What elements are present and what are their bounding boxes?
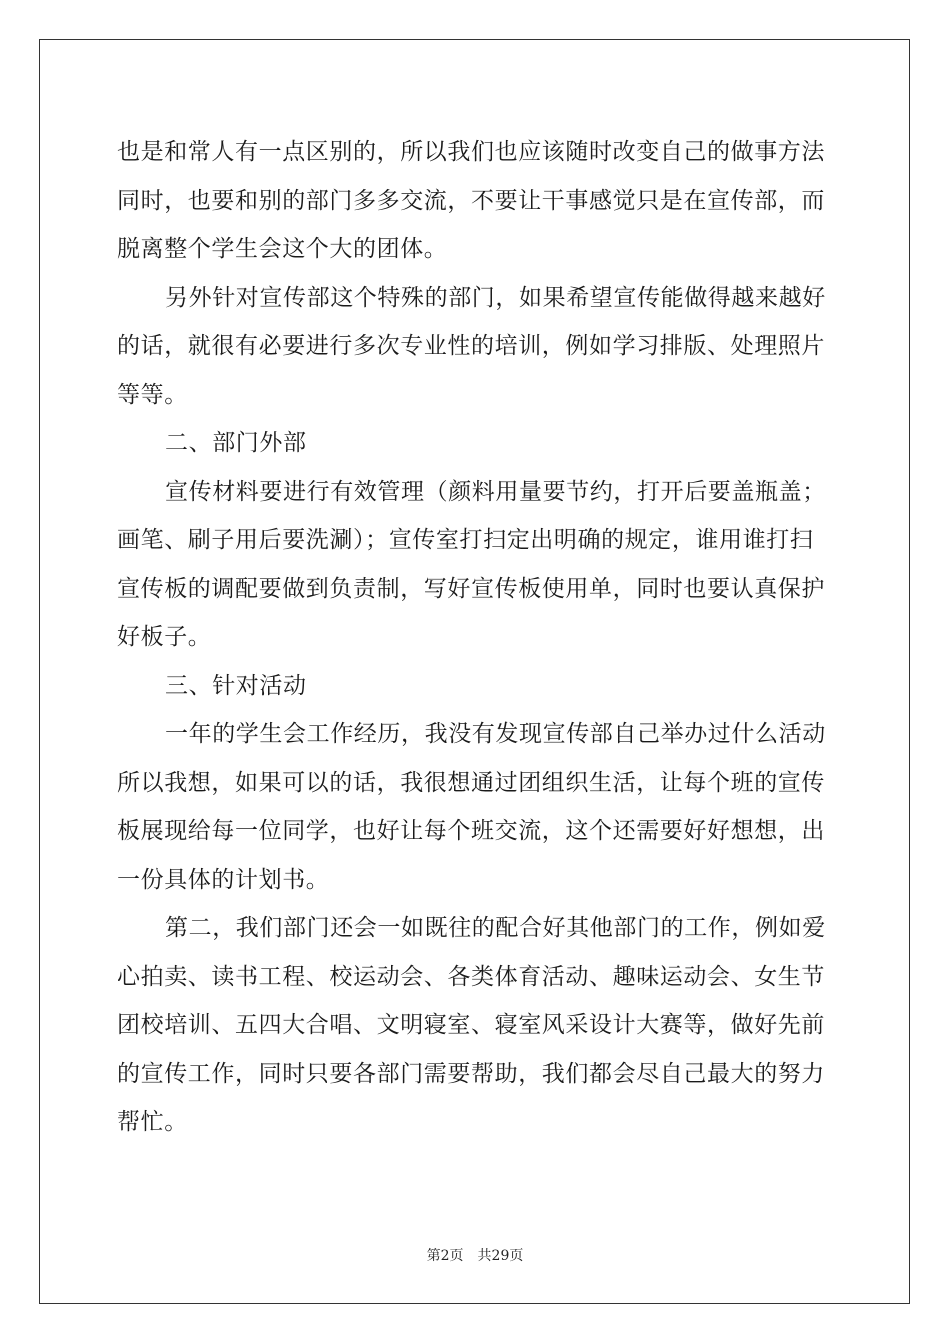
text-line: 板展现给每一位同学，也好让每个班交流，这个还需要好好想想，出 xyxy=(117,818,825,844)
page-footer xyxy=(0,1245,950,1265)
text-line: 也是和常人有一点区别的，所以我们也应该随时改变自己的做事方法 xyxy=(117,139,825,165)
text-line: 的宣传工作，同时只要各部门需要帮助，我们都会尽自己最大的努力 xyxy=(117,1060,825,1087)
text-line: 宣传板的调配要做到负责制，写好宣传板使用单，同时也要认真保护 xyxy=(117,575,825,602)
section-heading: 三、针对活动 xyxy=(165,672,307,699)
text-line: 一份具体的计划书。 xyxy=(117,866,330,893)
section-heading: 二、部门外部 xyxy=(165,430,307,456)
text-line: 第二，我们部门还会一如既往的配合好其他部门的工作，例如爱 xyxy=(165,915,826,941)
text-line: 同时，也要和别的部门多多交流，不要让干事感觉只是在宣传部，而 xyxy=(117,187,825,214)
text-line: 所以我想，如果可以的话，我很想通过团组织生活，让每个班的宣传 xyxy=(117,769,825,796)
text-line: 另外针对宣传部这个特殊的部门，如果希望宣传能做得越来越好 xyxy=(165,284,826,311)
page-number: 第2页 xyxy=(426,1248,464,1264)
text-line: 心拍卖、读书工程、校运动会、各类体育活动、趣味运动会、女生节 xyxy=(117,963,825,990)
text-line: 帮忙。 xyxy=(117,1109,188,1135)
text-line: 画笔、刷子用后要洗涮）；宣传室打扫定出明确的规定，谁用谁打扫 xyxy=(117,527,814,553)
document-body xyxy=(117,128,833,1147)
text-line: 宣传材料要进行有效管理（颜料用量要节约，打开后要盖瓶盖； xyxy=(165,478,826,505)
text-line: 等等。 xyxy=(117,381,188,408)
text-line: 团校培训、五四大合唱、文明寝室、寝室风采设计大赛等，做好先前 xyxy=(117,1012,825,1038)
text-line: 好板子。 xyxy=(117,624,212,650)
text-line: 一年的学生会工作经历，我没有发现宣传部自己举办过什么活动 xyxy=(165,721,826,747)
page-total: 共29页 xyxy=(477,1248,524,1264)
text-line: 脱离整个学生会这个大的团体。 xyxy=(117,236,448,262)
text-line: 的话，就很有必要进行多次专业性的培训，例如学习排版、处理照片 xyxy=(117,333,825,359)
